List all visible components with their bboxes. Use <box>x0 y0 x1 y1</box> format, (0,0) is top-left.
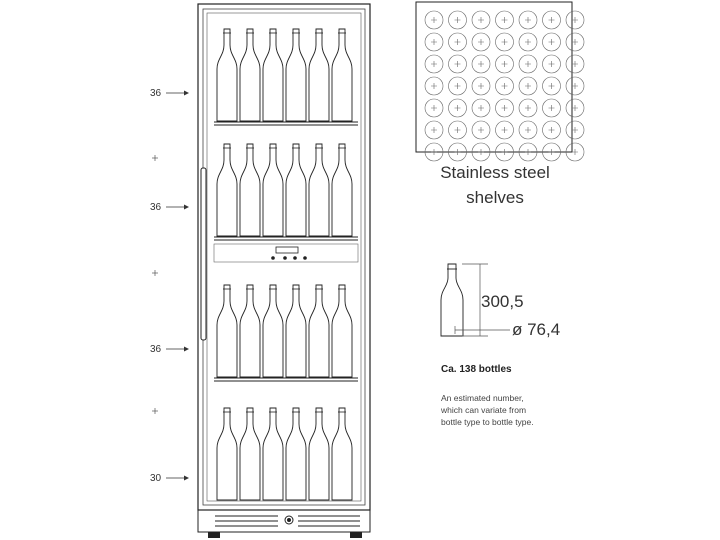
shelf-hole-cross <box>525 127 531 133</box>
capacity-title: Ca. 138 bottles <box>441 364 512 375</box>
shelf-hole-cross <box>502 127 508 133</box>
capacity-label-row-4 <box>150 473 189 484</box>
capacity-count: 36 <box>150 88 162 99</box>
capacity-label-row-3 <box>150 344 189 355</box>
shelf-hole-cross <box>455 61 461 67</box>
bottle-icon <box>332 285 352 377</box>
capacity-note <box>441 392 581 428</box>
bottle-icon <box>309 29 329 121</box>
shelf-hole-cross <box>549 127 555 133</box>
shelf-hole-cross <box>431 39 437 45</box>
shelf-hole-cross <box>502 83 508 89</box>
capacity-count: 36 <box>150 344 162 355</box>
shelf-caption-line-1: Stainless steel <box>440 163 550 182</box>
shelf-hole-cross <box>572 39 578 45</box>
bottle-icon <box>263 408 283 500</box>
shelf-hole-cross <box>525 17 531 23</box>
bottle-icon <box>217 285 237 377</box>
capacity-count: 36 <box>150 202 162 213</box>
bottle-icon <box>263 144 283 236</box>
bottle-icon <box>217 29 237 121</box>
shelf-hole-cross <box>549 17 555 23</box>
capacity-label-row-1 <box>150 88 189 99</box>
arrow-icon <box>184 347 189 352</box>
bottle-icon <box>240 29 260 121</box>
shelf-caption <box>400 160 590 210</box>
shelf-hole-cross <box>431 17 437 23</box>
bottle-icon <box>286 408 306 500</box>
shelf-hole-cross <box>478 39 484 45</box>
bottle-icon <box>286 29 306 121</box>
shelf-hole-cross <box>572 149 578 155</box>
bottle-diameter: ø 76,4 <box>512 320 561 339</box>
bottle-outline-icon <box>441 264 463 336</box>
shelf-hole-cross <box>478 149 484 155</box>
capacity-count: 30 <box>150 473 162 484</box>
capacity-note-line-3: bottle type to bottle type. <box>441 417 534 427</box>
capacity-note-line-2: which can variate from <box>441 405 527 415</box>
shelf-hole-cross <box>572 127 578 133</box>
door-handle <box>201 168 206 340</box>
shelf-hole-cross <box>502 61 508 67</box>
foot-left <box>208 532 220 538</box>
bottom-vent <box>198 510 370 532</box>
bottle-icon <box>309 285 329 377</box>
shelf-hole-cross <box>431 127 437 133</box>
shelf-hole-cross <box>525 149 531 155</box>
shelf-hole-cross <box>455 127 461 133</box>
shelf-caption-line-2: shelves <box>466 188 524 207</box>
shelf-hole-cross <box>525 61 531 67</box>
shelf-hole-cross <box>572 17 578 23</box>
shelf-hole-cross <box>525 83 531 89</box>
capacity-note-line-1: An estimated number, <box>441 393 524 403</box>
shelf-hole-cross <box>549 149 555 155</box>
shelf-hole-cross <box>525 105 531 111</box>
capacity-label-row-2 <box>150 202 189 213</box>
bottle-icon <box>332 144 352 236</box>
shelf-grid-icon <box>416 2 584 161</box>
shelf-hole-cross <box>478 83 484 89</box>
shelf-hole-cross <box>549 83 555 89</box>
shelf-hole-cross <box>525 39 531 45</box>
shelf-hole-cross <box>431 61 437 67</box>
bottle-height: 300,5 <box>481 292 524 311</box>
shelf-capacity-labels <box>150 88 189 484</box>
foot-right <box>350 532 362 538</box>
arrow-icon <box>184 476 189 481</box>
shelf-hole-cross <box>431 105 437 111</box>
shelf-hole-cross <box>502 17 508 23</box>
bottle-icon <box>217 408 237 500</box>
plus-markers <box>152 155 158 414</box>
bottle-icon <box>240 285 260 377</box>
bottle-icon <box>332 29 352 121</box>
shelf-hole-cross <box>455 83 461 89</box>
wine-cabinet-icon <box>198 4 370 538</box>
bottle-rows <box>217 29 352 500</box>
bottle-icon <box>309 408 329 500</box>
shelf-hole-cross <box>478 17 484 23</box>
bottle-icon <box>286 285 306 377</box>
shelf-hole-cross <box>572 105 578 111</box>
bottle-icon <box>332 408 352 500</box>
shelf-hole-cross <box>502 149 508 155</box>
shelf-hole-cross <box>549 105 555 111</box>
bottle-icon <box>309 144 329 236</box>
bottle-icon <box>263 285 283 377</box>
bottle-icon <box>286 144 306 236</box>
shelf-hole-cross <box>455 105 461 111</box>
shelf-hole-cross <box>455 39 461 45</box>
shelf-hole-cross <box>478 61 484 67</box>
shelf-hole-cross <box>478 105 484 111</box>
shelf-hole-cross <box>549 39 555 45</box>
shelf-hole-cross <box>431 149 437 155</box>
shelf-hole-cross <box>455 149 461 155</box>
control-panel <box>214 244 358 262</box>
arrow-icon <box>184 91 189 96</box>
shelf-hole-cross <box>572 83 578 89</box>
shelf-hole-cross <box>431 83 437 89</box>
bottle-icon <box>263 29 283 121</box>
bottle-icon <box>240 408 260 500</box>
bottle-icon <box>217 144 237 236</box>
shelf-hole-cross <box>572 61 578 67</box>
bottle-icon <box>240 144 260 236</box>
shelf-hole-cross <box>502 39 508 45</box>
arrow-icon <box>184 205 189 210</box>
shelf-hole-cross <box>502 105 508 111</box>
shelf-hole-cross <box>478 127 484 133</box>
shelf-hole-cross <box>549 61 555 67</box>
shelf-hole-cross <box>455 17 461 23</box>
